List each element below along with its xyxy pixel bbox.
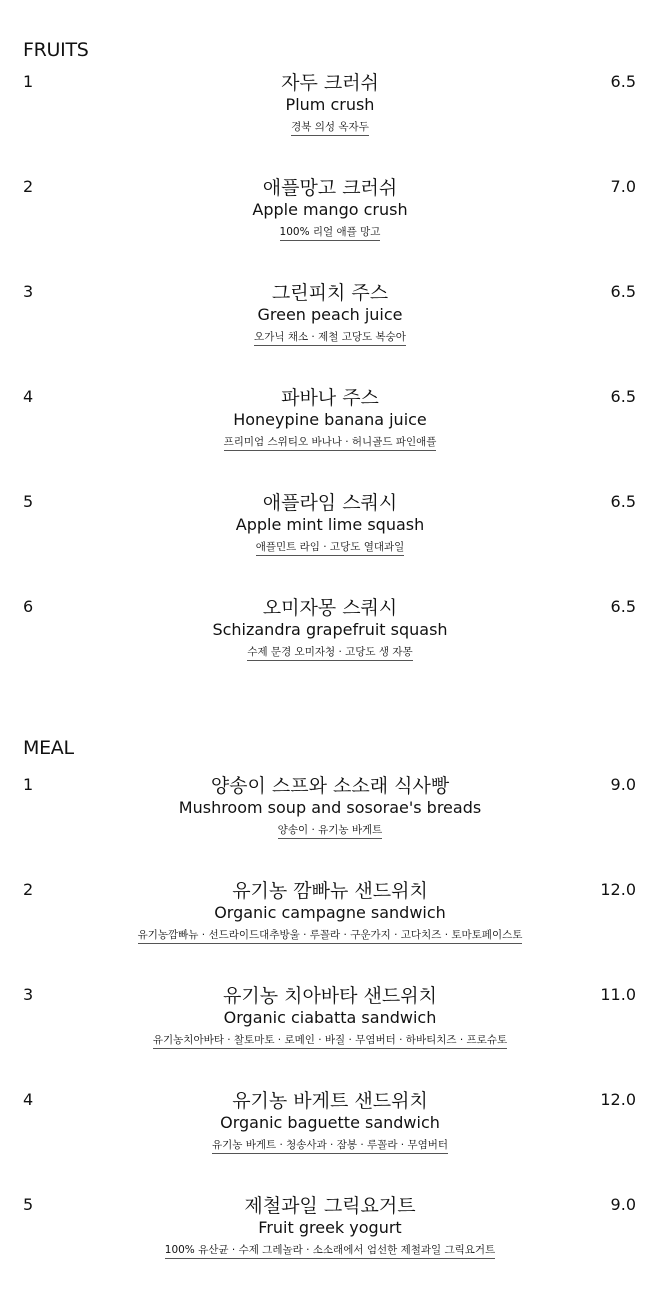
item-name-english: Fruit greek yogurt	[258, 1218, 402, 1237]
item-description: 유기농 바게트 · 청송사과 · 잠봉 · 루꼴라 · 무염버터	[212, 1139, 448, 1154]
item-number: 2	[23, 880, 34, 899]
item-number: 5	[23, 1195, 34, 1214]
item-name-english: Apple mint lime squash	[235, 515, 425, 534]
item-name-korean: 제철과일 그릭요거트	[244, 1195, 416, 1217]
item-description: 수제 문경 오미자청 · 고당도 생 자몽	[247, 646, 412, 661]
item-price: 6.5	[610, 387, 636, 406]
item-names	[90, 775, 570, 839]
item-name-english: Organic ciabatta sandwich	[223, 1008, 437, 1027]
item-names	[90, 282, 570, 346]
item-price: 6.5	[610, 492, 636, 511]
item-description: 100% 리얼 애플 망고	[280, 226, 381, 241]
item-names	[90, 1090, 570, 1154]
menu-item	[0, 985, 664, 1075]
item-name-korean: 애플라임 스쿼시	[262, 492, 398, 514]
item-name-english: Organic campagne sandwich	[214, 903, 446, 922]
item-price: 9.0	[610, 775, 636, 794]
item-names	[90, 597, 570, 661]
item-price: 6.5	[610, 282, 636, 301]
section-title: FRUITS	[23, 39, 89, 61]
item-name-english: Plum crush	[285, 95, 375, 114]
item-description: 프리미엄 스위티오 바나나 · 허니골드 파인애플	[224, 436, 437, 451]
item-price: 7.0	[610, 177, 636, 196]
item-name-korean: 자두 크러쉬	[281, 72, 379, 94]
item-names	[90, 880, 570, 944]
section-title: MEAL	[23, 737, 74, 759]
item-name-english: Green peach juice	[257, 305, 403, 324]
item-name-korean: 유기농 깜빠뉴 샌드위치	[232, 880, 428, 902]
item-price: 9.0	[610, 1195, 636, 1214]
item-description: 애플민트 라임 · 고당도 열대과일	[256, 541, 405, 556]
item-names	[90, 985, 570, 1049]
menu-item	[0, 282, 664, 372]
item-name-korean: 유기농 바게트 샌드위치	[232, 1090, 428, 1112]
item-description: 양송이 · 유기농 바게트	[278, 824, 383, 839]
item-name-english: Schizandra grapefruit squash	[212, 620, 448, 639]
item-price: 6.5	[610, 597, 636, 616]
item-name-english: Mushroom soup and sosorae's breads	[178, 798, 482, 817]
menu-item	[0, 387, 664, 477]
menu-item	[0, 1090, 664, 1180]
menu-item	[0, 880, 664, 970]
menu-item	[0, 492, 664, 582]
item-number: 3	[23, 282, 34, 301]
item-price: 11.0	[600, 985, 636, 1004]
item-description: 경북 의성 옥자두	[291, 121, 369, 136]
menu-item	[0, 177, 664, 267]
item-description: 유기농치아바타 · 찰토마토 · 로메인 · 바질 · 무염버터 · 하바티치즈 · 프로슈토	[153, 1034, 507, 1049]
menu-item	[0, 1195, 664, 1285]
item-names	[90, 492, 570, 556]
item-number: 6	[23, 597, 34, 616]
menu-item	[0, 775, 664, 865]
item-price: 6.5	[610, 72, 636, 91]
item-number: 4	[23, 387, 34, 406]
item-names	[90, 1195, 570, 1259]
item-number: 1	[23, 72, 34, 91]
item-name-korean: 애플망고 크러쉬	[262, 177, 398, 199]
item-price: 12.0	[600, 1090, 636, 1109]
item-number: 2	[23, 177, 34, 196]
item-number: 3	[23, 985, 34, 1004]
item-names	[90, 387, 570, 451]
item-number: 5	[23, 492, 34, 511]
item-names	[90, 177, 570, 241]
item-names	[90, 72, 570, 136]
item-price: 12.0	[600, 880, 636, 899]
item-name-korean: 파바나 주스	[281, 387, 379, 409]
item-name-korean: 유기농 치아바타 샌드위치	[223, 985, 437, 1007]
menu-item	[0, 597, 664, 687]
item-number: 1	[23, 775, 34, 794]
item-name-english: Organic baguette sandwich	[220, 1113, 440, 1132]
item-name-korean: 오미자몽 스쿼시	[262, 597, 398, 619]
item-description: 오가닉 채소 · 제철 고당도 복숭아	[254, 331, 406, 346]
item-number: 4	[23, 1090, 34, 1109]
item-description: 유기농깜빠뉴 · 선드라이드대추방울 · 루꼴라 · 구운가지 · 고다치즈 · 토마토페이스토	[138, 929, 523, 944]
menu-item	[0, 72, 664, 162]
item-name-korean: 양송이 스프와 소소래 식사빵	[210, 775, 450, 797]
item-name-english: Honeypine banana juice	[233, 410, 427, 429]
item-name-korean: 그린피치 주스	[271, 282, 389, 304]
item-name-english: Apple mango crush	[252, 200, 408, 219]
item-description: 100% 유산균 · 수제 그레놀라 · 소소래에서 엄선한 제철과일 그릭요거트	[165, 1244, 495, 1259]
